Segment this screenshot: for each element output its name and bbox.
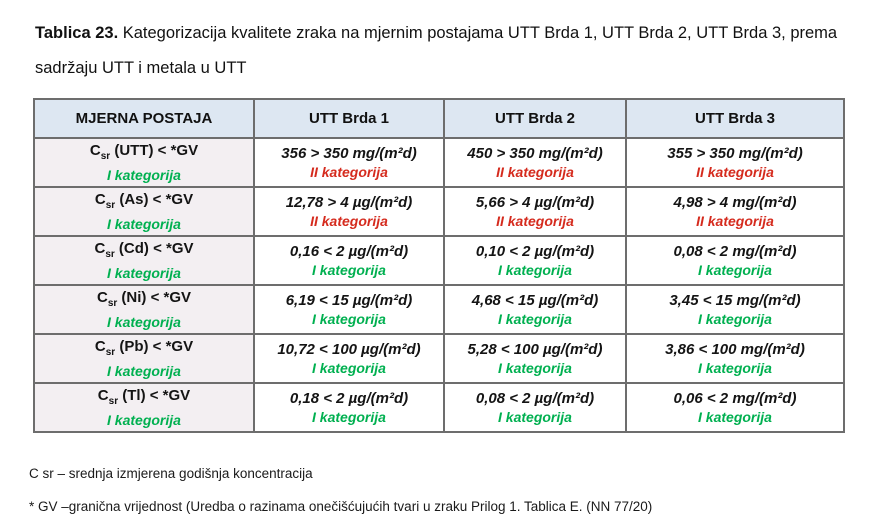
table-caption: [35, 16, 847, 86]
table-row: [34, 334, 844, 383]
station-cell: [34, 236, 254, 285]
measurement-value: 0,18 < 2 µg/(m²d): [289, 390, 409, 407]
table-caption-text: Kategorizacija kvalitete zraka na mjernim postajama UTT Brda 1, UTT Brda 2, UTT Brda 3, prema sadržaju UTT i metala u UTT: [35, 24, 838, 77]
station-category: I kategorija: [107, 167, 181, 183]
station-label: $C_{sr}$ (Ni) < *GV: [96, 289, 192, 309]
category-label: I kategorija: [498, 360, 572, 376]
station-label: $C_{sr}$ (As) < *GV: [94, 191, 194, 211]
measurement-cell: [254, 187, 444, 236]
table-row: [34, 138, 844, 187]
measurement-value: 450 > 350 mg/(m²d): [467, 145, 603, 162]
measurement-value: 6,19 < 15 µg/(m²d): [285, 292, 413, 309]
measurement-cell: [254, 236, 444, 285]
measurement-value: 10,72 < 100 µg/(m²d): [277, 341, 421, 358]
measurement-cell: [254, 138, 444, 187]
category-label: II kategorija: [696, 164, 774, 180]
measurement-cell: [254, 285, 444, 334]
category-label: I kategorija: [698, 409, 772, 425]
header-mjerna-postaja: MJERNA POSTAJA: [34, 99, 254, 138]
category-label: I kategorija: [498, 409, 572, 425]
station-label: $C_{sr}$ (Tl) < *GV: [97, 387, 191, 407]
measurement-cell: [626, 383, 844, 432]
measurement-value: 4,98 > 4 mg/(m²d): [673, 194, 797, 211]
header-utt-brda-3: UTT Brda 3: [626, 99, 844, 138]
measurement-cell: [444, 285, 626, 334]
measurement-value: 3,45 < 15 mg/(m²d): [669, 292, 801, 309]
measurement-cell: [626, 285, 844, 334]
station-label: $C_{sr}$ (UTT) < *GV: [89, 142, 199, 162]
measurement-cell: [444, 138, 626, 187]
measurement-cell: [254, 334, 444, 383]
footnotes: [29, 465, 845, 515]
measurement-value: 4,68 < 15 µg/(m²d): [471, 292, 599, 309]
measurement-value: 5,66 > 4 µg/(m²d): [475, 194, 595, 211]
category-label: II kategorija: [496, 213, 574, 229]
station-cell: [34, 138, 254, 187]
category-label: II kategorija: [310, 213, 388, 229]
category-label: II kategorija: [310, 164, 388, 180]
measurement-cell: [444, 236, 626, 285]
table-row: [34, 187, 844, 236]
header-utt-brda-1: UTT Brda 1: [254, 99, 444, 138]
measurement-cell: [626, 334, 844, 383]
header-row: [34, 99, 844, 138]
station-cell: [34, 285, 254, 334]
station-category: I kategorija: [107, 412, 181, 428]
table-row: [34, 383, 844, 432]
category-label: I kategorija: [312, 409, 386, 425]
station-label: $C_{sr}$ (Pb) < *GV: [94, 338, 194, 358]
measurement-value: 12,78 > 4 µg/(m²d): [285, 194, 413, 211]
measurement-cell: [444, 187, 626, 236]
table-row: [34, 285, 844, 334]
category-label: I kategorija: [698, 262, 772, 278]
measurement-value: 0,06 < 2 mg/(m²d): [673, 390, 797, 407]
footnote-csr: C sr – srednja izmjerena godišnja koncentracija: [29, 466, 313, 481]
measurement-cell: [626, 138, 844, 187]
measurement-value: 0,08 < 2 mg/(m²d): [673, 243, 797, 260]
measurement-cell: [626, 236, 844, 285]
table-body: [34, 138, 844, 432]
measurement-cell: [254, 383, 444, 432]
measurement-value: 0,08 < 2 µg/(m²d): [475, 390, 595, 407]
station-category: I kategorija: [107, 216, 181, 232]
measurement-value: 0,16 < 2 µg/(m²d): [289, 243, 409, 260]
station-label: $C_{sr}$ (Cd) < *GV: [94, 240, 194, 260]
station-cell: [34, 187, 254, 236]
measurement-value: 5,28 < 100 µg/(m²d): [467, 341, 603, 358]
measurement-cell: [444, 334, 626, 383]
category-label: I kategorija: [498, 262, 572, 278]
measurement-cell: [626, 187, 844, 236]
measurement-value: 3,86 < 100 mg/(m²d): [665, 341, 805, 358]
header-utt-brda-2: UTT Brda 2: [444, 99, 626, 138]
category-label: I kategorija: [312, 311, 386, 327]
category-label: I kategorija: [698, 360, 772, 376]
station-category: I kategorija: [107, 314, 181, 330]
measurement-value: 356 > 350 mg/(m²d): [281, 145, 417, 162]
station-category: I kategorija: [107, 363, 181, 379]
category-label: II kategorija: [696, 213, 774, 229]
measurement-value: 355 > 350 mg/(m²d): [667, 145, 803, 162]
station-cell: [34, 334, 254, 383]
measurement-value: 0,10 < 2 µg/(m²d): [475, 243, 595, 260]
table-caption-number: Tablica 23.: [35, 24, 119, 42]
category-label: II kategorija: [496, 164, 574, 180]
air-quality-table: [33, 98, 845, 433]
station-category: I kategorija: [107, 265, 181, 281]
table-row: [34, 236, 844, 285]
category-label: I kategorija: [312, 360, 386, 376]
category-label: I kategorija: [698, 311, 772, 327]
footnote-gv: * GV –granična vrijednost (Uredba o razinama onečišćujućih tvari u zraku Prilog 1. Tablica E. (NN 77/20): [29, 499, 653, 514]
category-label: I kategorija: [498, 311, 572, 327]
category-label: I kategorija: [312, 262, 386, 278]
measurement-cell: [444, 383, 626, 432]
station-cell: [34, 383, 254, 432]
